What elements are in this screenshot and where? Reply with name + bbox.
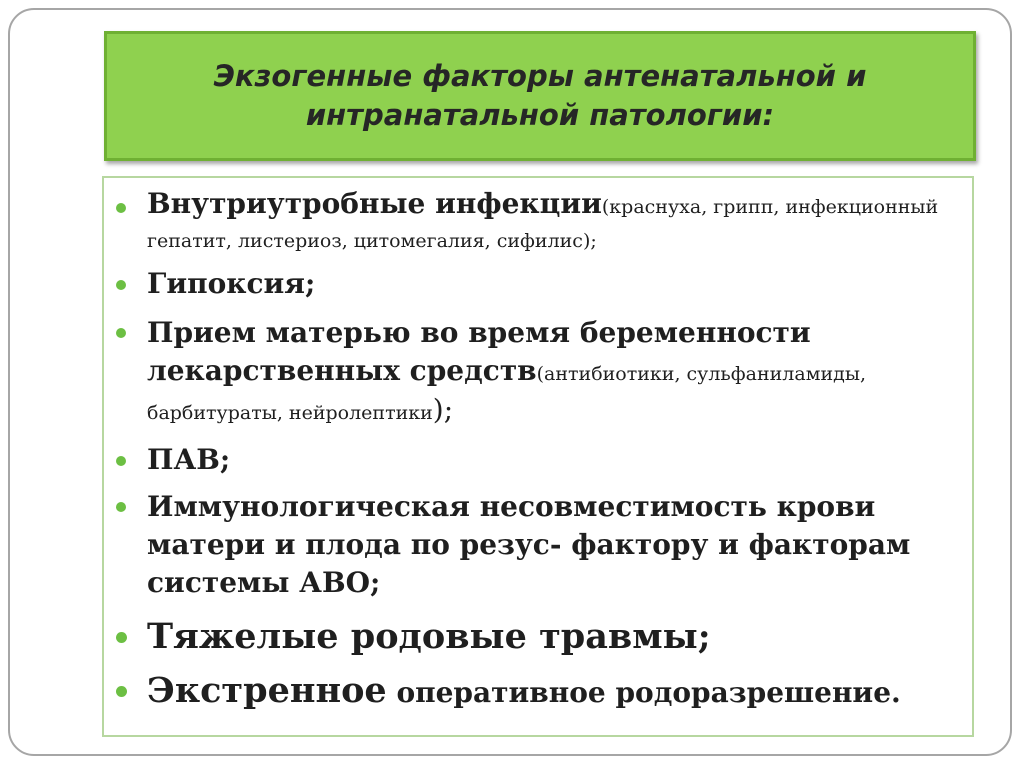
bullet-heading: Гипоксия; bbox=[147, 267, 316, 300]
bullet-dot-icon bbox=[116, 502, 126, 512]
bullet-dot-icon bbox=[116, 456, 126, 466]
bullet-dot-icon bbox=[116, 203, 126, 213]
bullet-tail: ); bbox=[432, 393, 454, 426]
bullet-dot-icon bbox=[116, 280, 126, 290]
bullet-detail: оперативное родоразрешение. bbox=[386, 676, 901, 709]
content-panel bbox=[102, 176, 974, 737]
bullet-heading: Внутриутробные инфекции bbox=[147, 187, 602, 220]
list-item bbox=[104, 668, 972, 716]
list-item bbox=[104, 266, 972, 302]
bullet-detail: (краснуха, грипп, инфекционный гепатит, листериоз, цитомегалия, сифилис); bbox=[147, 196, 939, 252]
bullet-dot-icon bbox=[116, 328, 126, 338]
list-item bbox=[104, 442, 972, 478]
bullet-heading: Прием матерью во время беременности лекарственных средств bbox=[147, 316, 811, 387]
title-banner bbox=[104, 31, 976, 161]
list-item bbox=[104, 314, 972, 432]
bullet-list bbox=[104, 184, 972, 716]
list-item bbox=[104, 186, 972, 258]
bullet-heading: ПАВ; bbox=[147, 443, 231, 476]
bullet-detail: (антибиотики, сульфаниламиды, барбитураты, нейролептики bbox=[147, 363, 866, 424]
list-item bbox=[104, 614, 972, 660]
bullet-heading: Экстренное bbox=[147, 670, 387, 711]
bullet-dot-icon bbox=[116, 632, 127, 643]
bullet-heading: Тяжелые родовые травмы; bbox=[147, 616, 711, 657]
bullet-heading: Иммунологическая несовместимость крови матери и плода по резус- фактору и факторам системы АВО; bbox=[147, 490, 911, 599]
list-item bbox=[104, 488, 972, 602]
slide-title: Экзогенные факторы антенатальной и интранатальной патологии: bbox=[213, 59, 867, 132]
bullet-dot-icon bbox=[116, 686, 127, 697]
